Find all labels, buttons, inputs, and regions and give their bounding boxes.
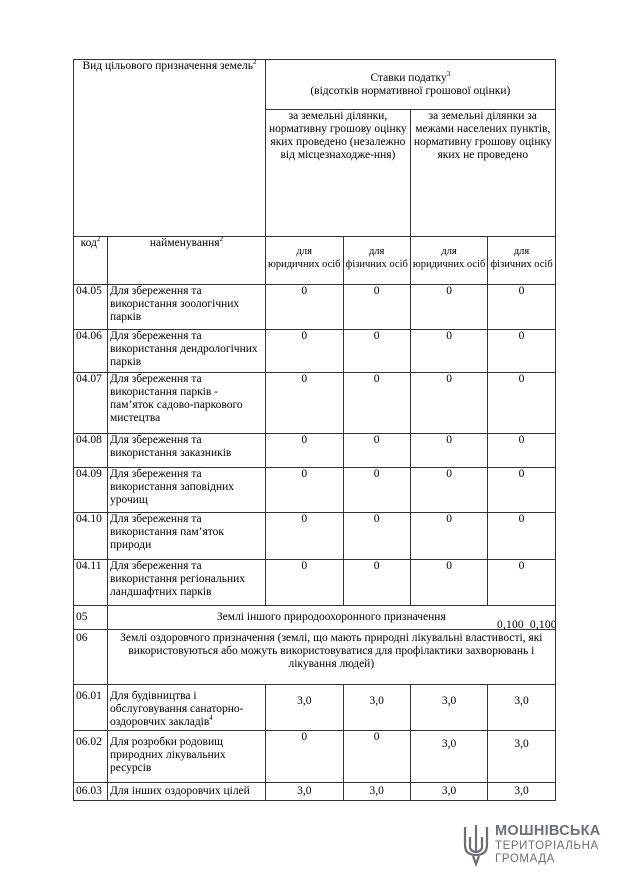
name-header: найменування$^2$ — [108, 237, 266, 285]
legal-entities-header: для юридичних осіб — [266, 237, 344, 285]
rate-cell: 0 — [488, 285, 555, 330]
table-row — [74, 560, 556, 606]
rate-cell: 0 — [488, 434, 555, 468]
section-05-rates — [497, 619, 563, 631]
rate-cell: 0 — [410, 330, 488, 373]
row-name: Для збереження та використання регіональних ландшафтних парків — [108, 560, 266, 606]
row-name: Для будівництва і обслуговування санаторно-оздоровчих закладів$^4$ — [108, 685, 266, 731]
row-code: 04.06 — [74, 330, 108, 373]
rate-cell: 0 — [488, 373, 555, 434]
land-tax-rates-table — [73, 59, 556, 801]
rate-cell: 0 — [266, 330, 344, 373]
rate-cell: 0 — [343, 373, 410, 434]
rate-value: 0,100 — [497, 619, 524, 631]
rate-cell: 0 — [488, 513, 555, 560]
logo-line-3: ГРОМАДА — [495, 853, 555, 865]
rate-cell: 3,0 — [488, 783, 555, 801]
col-appraised-header: за земельні ділянки, нормативну грошову оцінку яких проведено (незалежно від місцезнаходже-ння) — [266, 110, 411, 237]
rate-cell: 0 — [343, 330, 410, 373]
rate-cell: 0 — [343, 434, 410, 468]
table-row — [74, 434, 556, 468]
table-row — [74, 373, 556, 434]
table-row — [74, 285, 556, 330]
rate-cell: 0 — [410, 560, 488, 606]
purpose-group-header: Вид цільового призначення земель$^2$ — [74, 60, 266, 237]
rate-cell: 0 — [343, 468, 410, 513]
rate-value: 0,100 — [529, 619, 557, 631]
row-code: 05 — [74, 606, 108, 630]
rate-cell: 0 — [343, 731, 410, 783]
table-row — [74, 685, 556, 731]
rate-cell: 3,0 — [488, 685, 555, 731]
row-code: 06.03 — [74, 783, 108, 801]
rate-cell: 0 — [343, 560, 410, 606]
rate-cell: 3,0 — [343, 685, 410, 731]
rate-cell: 3,0 — [410, 783, 488, 801]
rate-cell: 0 — [343, 513, 410, 560]
table-row — [74, 731, 556, 783]
rate-cell: 0 — [343, 285, 410, 330]
rate-cell: 0 — [410, 285, 488, 330]
code-header: код$^2$ — [74, 237, 108, 285]
row-code: 04.09 — [74, 468, 108, 513]
legal-entities-header-b: для юридичних осіб — [410, 237, 488, 285]
rate-cell: 3,0 — [343, 783, 410, 801]
row-code: 04.05 — [74, 285, 108, 330]
table-row — [74, 330, 556, 373]
trident-icon — [461, 823, 491, 867]
row-name: Для збереження та використання заказників — [108, 434, 266, 468]
row-code: 06.02 — [74, 731, 108, 783]
section-title: Землі іншого природоохоронного призначення — [108, 606, 556, 630]
table-row — [74, 468, 556, 513]
rate-cell: 3,0 — [266, 783, 344, 801]
rate-cell: 0 — [488, 560, 555, 606]
rate-cell: 0 — [488, 468, 555, 513]
table-row — [74, 783, 556, 801]
section-row-05 — [74, 606, 556, 630]
community-logo — [461, 823, 601, 869]
rate-cell: 0 — [266, 468, 344, 513]
rate-cell: 0 — [266, 731, 344, 783]
rate-cell: 0 — [266, 285, 344, 330]
row-name: Для розробки родовищ природних лікувальних ресурсів — [108, 731, 266, 783]
row-code: 04.08 — [74, 434, 108, 468]
rate-cell: 3,0 — [488, 731, 555, 783]
row-name: Для інших оздоровчих цілей — [108, 783, 266, 801]
row-name: Для збереження та використання парків - пам’яток садово-паркового мистецтва — [108, 373, 266, 434]
row-name: Для збереження та використання пам’яток природи — [108, 513, 266, 560]
row-name: Для збереження та використання зоологічних парків — [108, 285, 266, 330]
row-code: 04.11 — [74, 560, 108, 606]
rate-cell: 3,0 — [410, 685, 488, 731]
rate-cell: 0 — [266, 513, 344, 560]
row-code: 04.07 — [74, 373, 108, 434]
row-code: 06 — [74, 630, 108, 685]
rate-cell: 3,0 — [266, 685, 344, 731]
section-row-06 — [74, 630, 556, 685]
col-not-appraised-header: за земельні ділянки за межами населених пунктів, нормативну грошову оцінку яких не проведено — [410, 110, 555, 237]
individuals-header-b: для фізичних осіб — [488, 237, 555, 285]
rate-cell: 0 — [266, 434, 344, 468]
row-code: 06.01 — [74, 685, 108, 731]
rate-cell: 0 — [410, 513, 488, 560]
row-code: 04.10 — [74, 513, 108, 560]
section-title: Землі оздоровчого призначення (землі, що мають природні лікувальні властивості, які використовуються або можуть використовуватися для профілактики захворювань і лікування людей) — [108, 630, 556, 685]
logo-line-2: ТЕРИТОРІАЛЬНА — [495, 840, 599, 852]
individuals-header: для фізичних осіб — [343, 237, 410, 285]
logo-line-1: МОШНІВСЬКА — [495, 823, 601, 839]
rate-cell: 0 — [266, 373, 344, 434]
rate-cell: 0 — [410, 373, 488, 434]
rate-cell: 0 — [410, 468, 488, 513]
row-name: Для збереження та використання дендрологічних парків — [108, 330, 266, 373]
rate-cell: 3,0 — [410, 731, 488, 783]
rate-cell: 0 — [488, 330, 555, 373]
rates-header: Ставки податку$^3$ (відсотків нормативної грошової оцінки) — [266, 60, 556, 110]
row-name: Для збереження та використання заповідних урочищ — [108, 468, 266, 513]
rate-cell: 0 — [410, 434, 488, 468]
table-row — [74, 513, 556, 560]
rate-cell: 0 — [266, 560, 344, 606]
